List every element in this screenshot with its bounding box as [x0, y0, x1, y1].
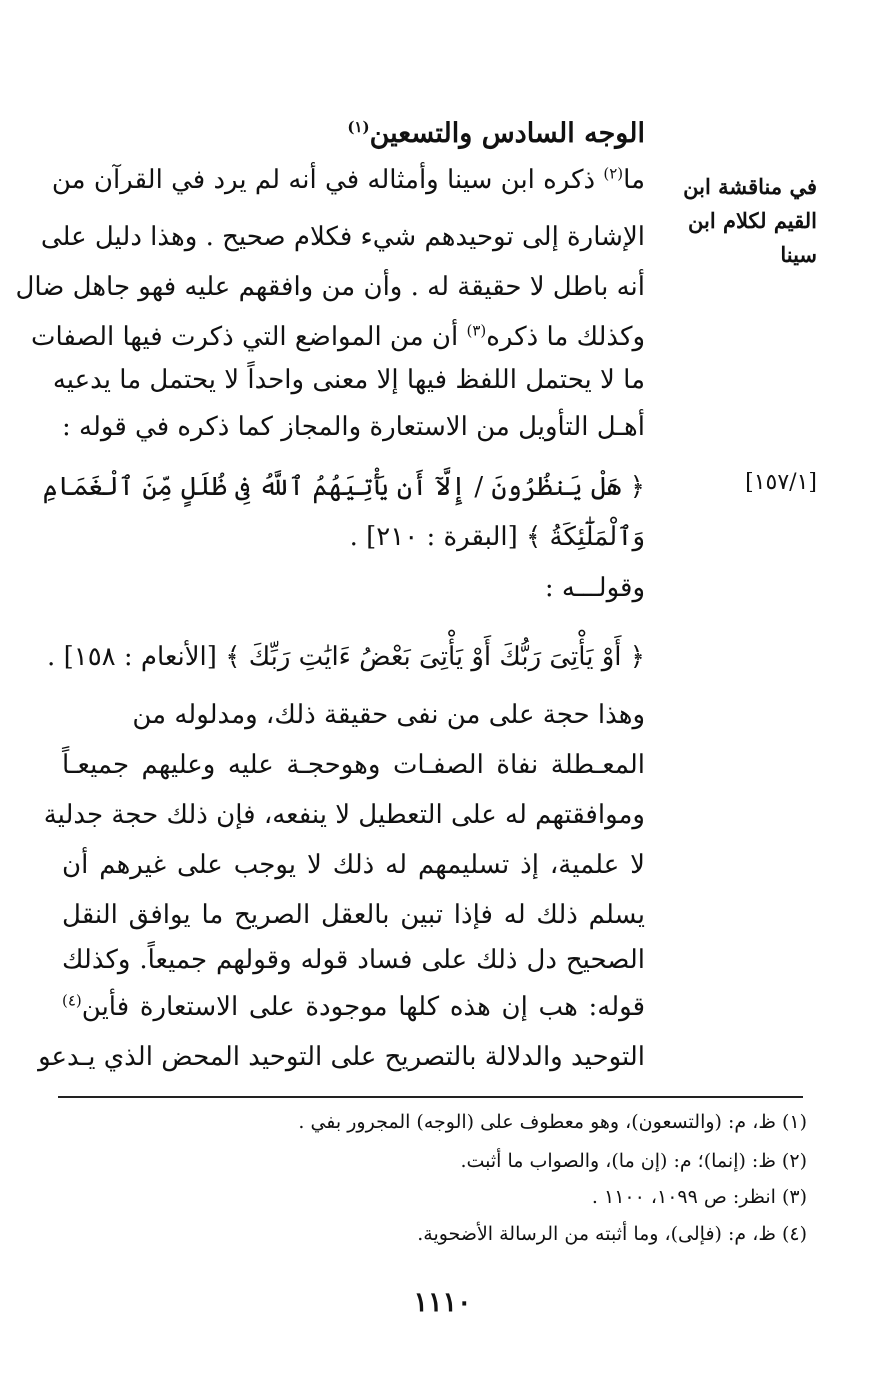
footnote: (٤) ظ، م: (فإلى)، وما أثبته من الرسالة الأضحوية.	[417, 1223, 807, 1245]
margin-note: في مناقشة ابن القيم لكلام ابن سينا	[683, 174, 817, 267]
paragraph-line: وقولـــه :	[544, 573, 645, 603]
paragraph-line: الصحيح دل ذلك على فساد قوله وقولهم جميعاً. وكذلك	[62, 945, 645, 975]
line-text: ما	[623, 165, 645, 195]
paragraph-line: أنه باطل لا حقيقة له . وأن من وافقهم عليه فهو جاهل ضال	[15, 272, 645, 302]
footnote-marker: (٤)	[62, 991, 82, 1010]
paragraph-line: المعـطلة نفاة الصفـات وهوحجـة عليه وعليهم جميعـاً	[62, 750, 645, 780]
paragraph-line	[62, 982, 645, 1032]
quran-verse-line	[47, 632, 645, 682]
paragraph-line: لا علمية، إذ تسليمهم له ذلك لا يوجب على غيرهم أن	[62, 850, 645, 880]
line-text: وكذلك ما ذكره	[486, 322, 645, 352]
section-heading	[225, 118, 645, 149]
paragraph-line: أهـل التأويل من الاستعارة والمجاز كما ذكره في قوله :	[62, 412, 645, 442]
heading-text: الوجه السادس والتسعين	[369, 118, 645, 149]
page-number: ١١١٠	[413, 1287, 472, 1318]
verse-reference: [الأنعام : ١٥٨] .	[47, 642, 226, 672]
paragraph-line	[51, 155, 645, 205]
footnote: (٢) ظ: (إنما)؛ م: (إن ما)، والصواب ما أثبت.	[460, 1150, 807, 1172]
verse-reference: [البقرة : ٢١٠] .	[349, 522, 526, 552]
footnote-divider	[58, 1096, 803, 1098]
line-text: قوله: هب إن هذه كلها موجودة على الاستعارة فأين	[81, 992, 645, 1022]
verse-text: ﴿ أَوْ يَأْتِىَ رَبُّكَ أَوْ يَأْتِىَ بَعْضُ ءَايَٰتِ رَبِّكَ ﴾	[225, 642, 645, 672]
quran-verse-line: ﴿ هَلْ يَنظُرُونَ / إِلَّآ أَن يَأْتِيَهُمُ ٱللَّهُ فِى ظُلَلٍ مِّنَ ٱلْغَمَامِ	[42, 472, 645, 502]
paragraph-line: الإشارة إلى توحيدهم شيء فكلام صحيح . وهذا دليل على	[40, 222, 645, 252]
line-text: أن من المواضع التي ذكرت فيها الصفات	[31, 322, 467, 352]
verse-text: وَٱلْمَلَٰٓئِكَةُ ﴾	[526, 522, 645, 552]
paragraph-line: وهذا حجة على من نفى حقيقة ذلك، ومدلوله من	[132, 700, 645, 730]
quran-verse-line	[62, 512, 645, 562]
line-text: ذكره ابن سينا وأمثاله في أنه لم يرد في القرآن من	[51, 165, 604, 195]
margin-volume-page-ref: [١٥٧/١]	[745, 470, 817, 495]
paragraph-line: التوحيد والدلالة بالتصريح على التوحيد المحض الذي يـدعو	[38, 1042, 645, 1072]
paragraph-line: وموافقتهم له على التعطيل لا ينفعه، فإن ذلك حجة جدلية	[43, 800, 645, 830]
footnote-marker: (٣)	[466, 321, 487, 340]
paragraph-line: يسلم ذلك له فإذا تبين بالعقل الصريح ما يوافق النقل	[62, 900, 645, 930]
footnote-marker: (٢)	[603, 164, 624, 183]
paragraph-line: ما لا يحتمل اللفظ فيها إلا معنى واحداً لا يحتمل ما يدعيه	[52, 365, 645, 395]
footnote: (١) ظ، م: (والتسعون)، وهو معطوف على (الوجه) المجرور بفي .	[298, 1111, 807, 1133]
footnote: (٣) انظر: ص ١٠٩٩، ١١٠٠ .	[591, 1186, 807, 1208]
footnote-marker: (١)	[347, 118, 370, 136]
